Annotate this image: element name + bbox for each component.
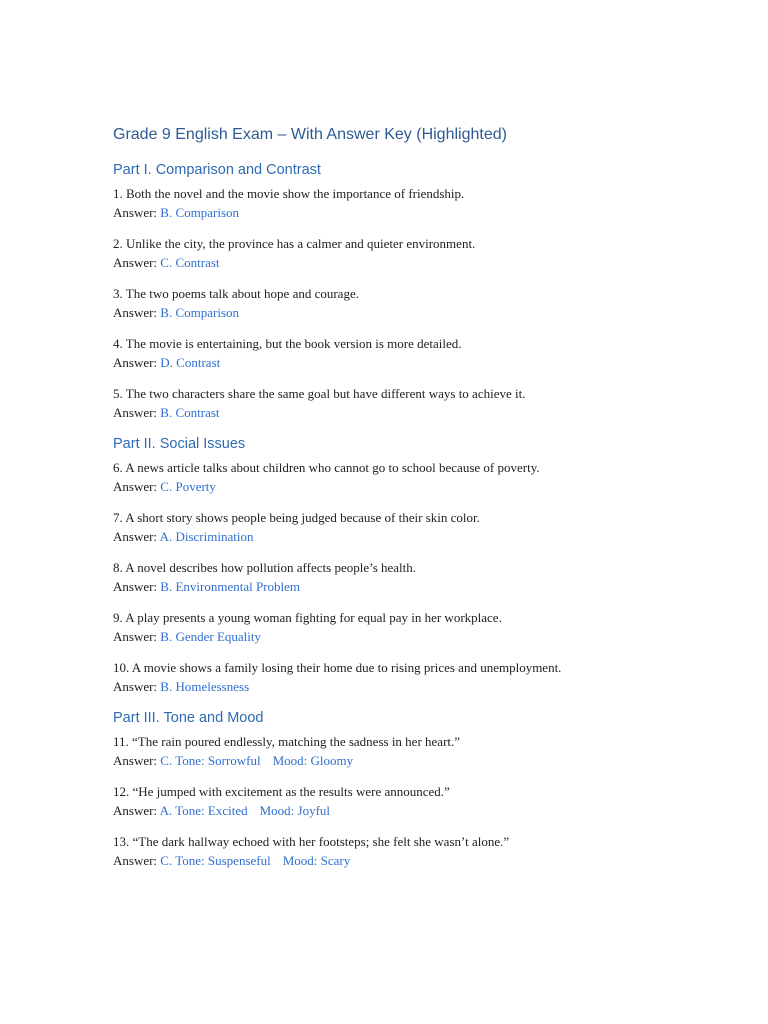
question-item [113, 284, 733, 322]
question-item [113, 508, 733, 546]
part-heading: Part I. Comparison and Contrast [113, 162, 321, 178]
answer-line [113, 203, 733, 222]
answer-value: B. Comparison [160, 205, 240, 220]
answer-label: Answer: [113, 629, 158, 644]
part-heading: Part III. Tone and Mood [113, 710, 264, 726]
question-item [113, 334, 733, 372]
exam-parts [113, 160, 733, 870]
question-text: 1. Both the novel and the movie show the importance of friendship. [113, 186, 465, 201]
answer-line [113, 801, 733, 820]
question-item [113, 384, 733, 422]
answer-line [113, 477, 733, 496]
question-text: 11. “The rain poured endlessly, matching the sadness in her heart.” [113, 734, 461, 749]
answer-label: Answer: [113, 753, 158, 768]
question-item [113, 658, 733, 696]
mood-value: Mood: Scary [282, 853, 351, 868]
question-item [113, 608, 733, 646]
answer-value: C. Tone: Suspenseful [160, 853, 271, 868]
question-text: 13. “The dark hallway echoed with her footsteps; she felt she wasn’t alone.” [113, 834, 510, 849]
answer-label: Answer: [113, 803, 158, 818]
answer-label: Answer: [113, 579, 158, 594]
question-item [113, 832, 733, 870]
answer-value: A. Tone: Excited [159, 803, 248, 818]
question-text: 4. The movie is entertaining, but the book version is more detailed. [113, 336, 462, 351]
answer-line [113, 577, 733, 596]
answer-label: Answer: [113, 405, 158, 420]
question-text: 5. The two characters share the same goal but have different ways to achieve it. [113, 386, 526, 401]
question-text: 2. Unlike the city, the province has a calmer and quieter environment. [113, 236, 476, 251]
answer-value: C. Poverty [160, 479, 216, 494]
answer-line [113, 851, 733, 870]
answer-label: Answer: [113, 529, 158, 544]
question-item [113, 458, 733, 496]
answer-line [113, 627, 733, 646]
answer-line [113, 253, 733, 272]
question-text: 8. A novel describes how pollution affects people’s health. [113, 560, 417, 575]
question-text: 6. A news article talks about children who cannot go to school because of poverty. [113, 460, 540, 475]
exam-part-3 [113, 708, 733, 870]
answer-value: B. Comparison [160, 305, 240, 320]
question-text: 10. A movie shows a family losing their home due to rising prices and unemployment. [113, 660, 562, 675]
answer-value: B. Environmental Problem [160, 579, 301, 594]
answer-label: Answer: [113, 355, 158, 370]
answer-value: B. Contrast [160, 405, 220, 420]
answer-value: D. Contrast [160, 355, 221, 370]
question-text: 3. The two poems talk about hope and courage. [113, 286, 359, 301]
answer-label: Answer: [113, 853, 158, 868]
question-item [113, 234, 733, 272]
document-title: Grade 9 English Exam – With Answer Key (Highlighted) [113, 126, 507, 143]
answer-value: A. Discrimination [159, 529, 254, 544]
mood-value: Mood: Joyful [259, 803, 331, 818]
answer-label: Answer: [113, 479, 158, 494]
answer-line [113, 527, 733, 546]
question-item [113, 732, 733, 770]
mood-value: Mood: Gloomy [272, 753, 354, 768]
answer-label: Answer: [113, 255, 158, 270]
question-item [113, 782, 733, 820]
document-page [113, 124, 733, 882]
answer-line [113, 303, 733, 322]
exam-part-1 [113, 160, 733, 422]
question-text: 12. “He jumped with excitement as the results were announced.” [113, 784, 450, 799]
exam-part-2 [113, 434, 733, 696]
answer-line [113, 353, 733, 372]
part-heading: Part II. Social Issues [113, 436, 246, 452]
answer-value: B. Gender Equality [160, 629, 262, 644]
question-text: 9. A play presents a young woman fighting for equal pay in her workplace. [113, 610, 502, 625]
answer-line [113, 751, 733, 770]
question-item [113, 558, 733, 596]
answer-value: C. Contrast [160, 255, 220, 270]
answer-value: C. Tone: Sorrowful [160, 753, 261, 768]
question-item [113, 184, 733, 222]
answer-label: Answer: [113, 305, 158, 320]
question-text: 7. A short story shows people being judged because of their skin color. [113, 510, 480, 525]
answer-label: Answer: [113, 205, 158, 220]
answer-line [113, 677, 733, 696]
answer-value: B. Homelessness [160, 679, 250, 694]
answer-label: Answer: [113, 679, 158, 694]
answer-line [113, 403, 733, 422]
